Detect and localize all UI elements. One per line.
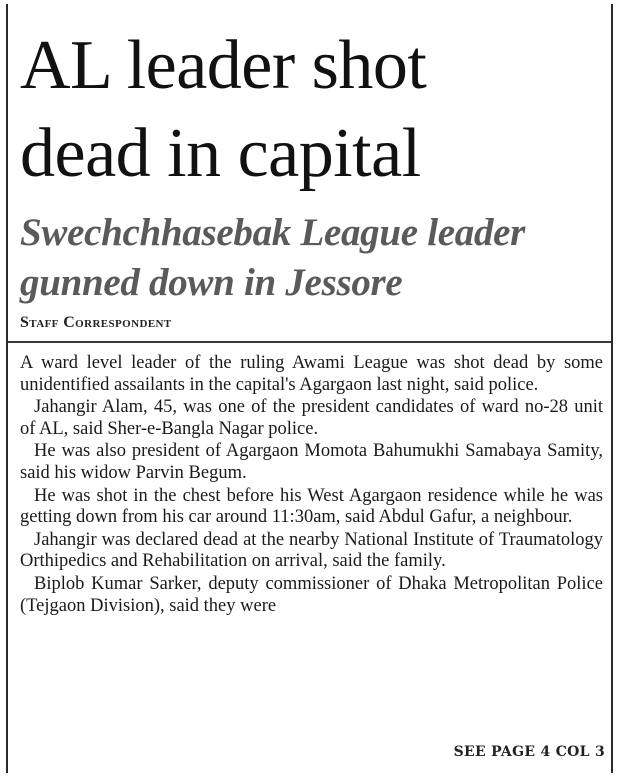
byline: Staff Correspondent bbox=[20, 314, 172, 331]
byline-divider bbox=[8, 341, 611, 343]
article-body bbox=[20, 353, 603, 617]
subheadline-line-2: gunned down in Jessore bbox=[20, 261, 403, 304]
body-paragraph: He was shot in the chest before his West Agargaon residence while he was getting down from his car around 11:30am, said Abdul Gafur, a neighbour. bbox=[20, 485, 603, 528]
headline bbox=[20, 22, 606, 198]
headline-line-1: AL leader shot bbox=[20, 27, 427, 104]
column-rule-left bbox=[6, 4, 8, 773]
subheadline-line-1: Swechchhasebak League leader bbox=[20, 211, 526, 254]
body-paragraph: Jahangir Alam, 45, was one of the president candidates of ward no-28 unit of AL, said Sher-e-Bangla Nagar police. bbox=[20, 397, 603, 439]
subheadline bbox=[20, 208, 606, 308]
body-paragraph: A ward level leader of the ruling Awami League was shot dead by some unidentified assailants in the capital's Agargaon last night, said police. bbox=[20, 353, 603, 395]
body-paragraph: Biplob Kumar Sarker, deputy commissioner of Dhaka Metropolitan Police (Tejgaon Division), said they were bbox=[20, 573, 603, 616]
column-rule-right bbox=[611, 4, 613, 773]
body-paragraph: Jahangir was declared dead at the nearby National Institute of Traumatology Orthipedics and Rehabilitation on arrival, said the family. bbox=[20, 529, 603, 572]
continuation-jump-line: SEE PAGE 4 COL 3 bbox=[453, 744, 605, 760]
body-paragraph: He was also president of Agargaon Momota Bahumukhi Samabaya Samity, said his widow Parvin Begum. bbox=[20, 441, 603, 483]
headline-line-2: dead in capital bbox=[20, 115, 421, 192]
